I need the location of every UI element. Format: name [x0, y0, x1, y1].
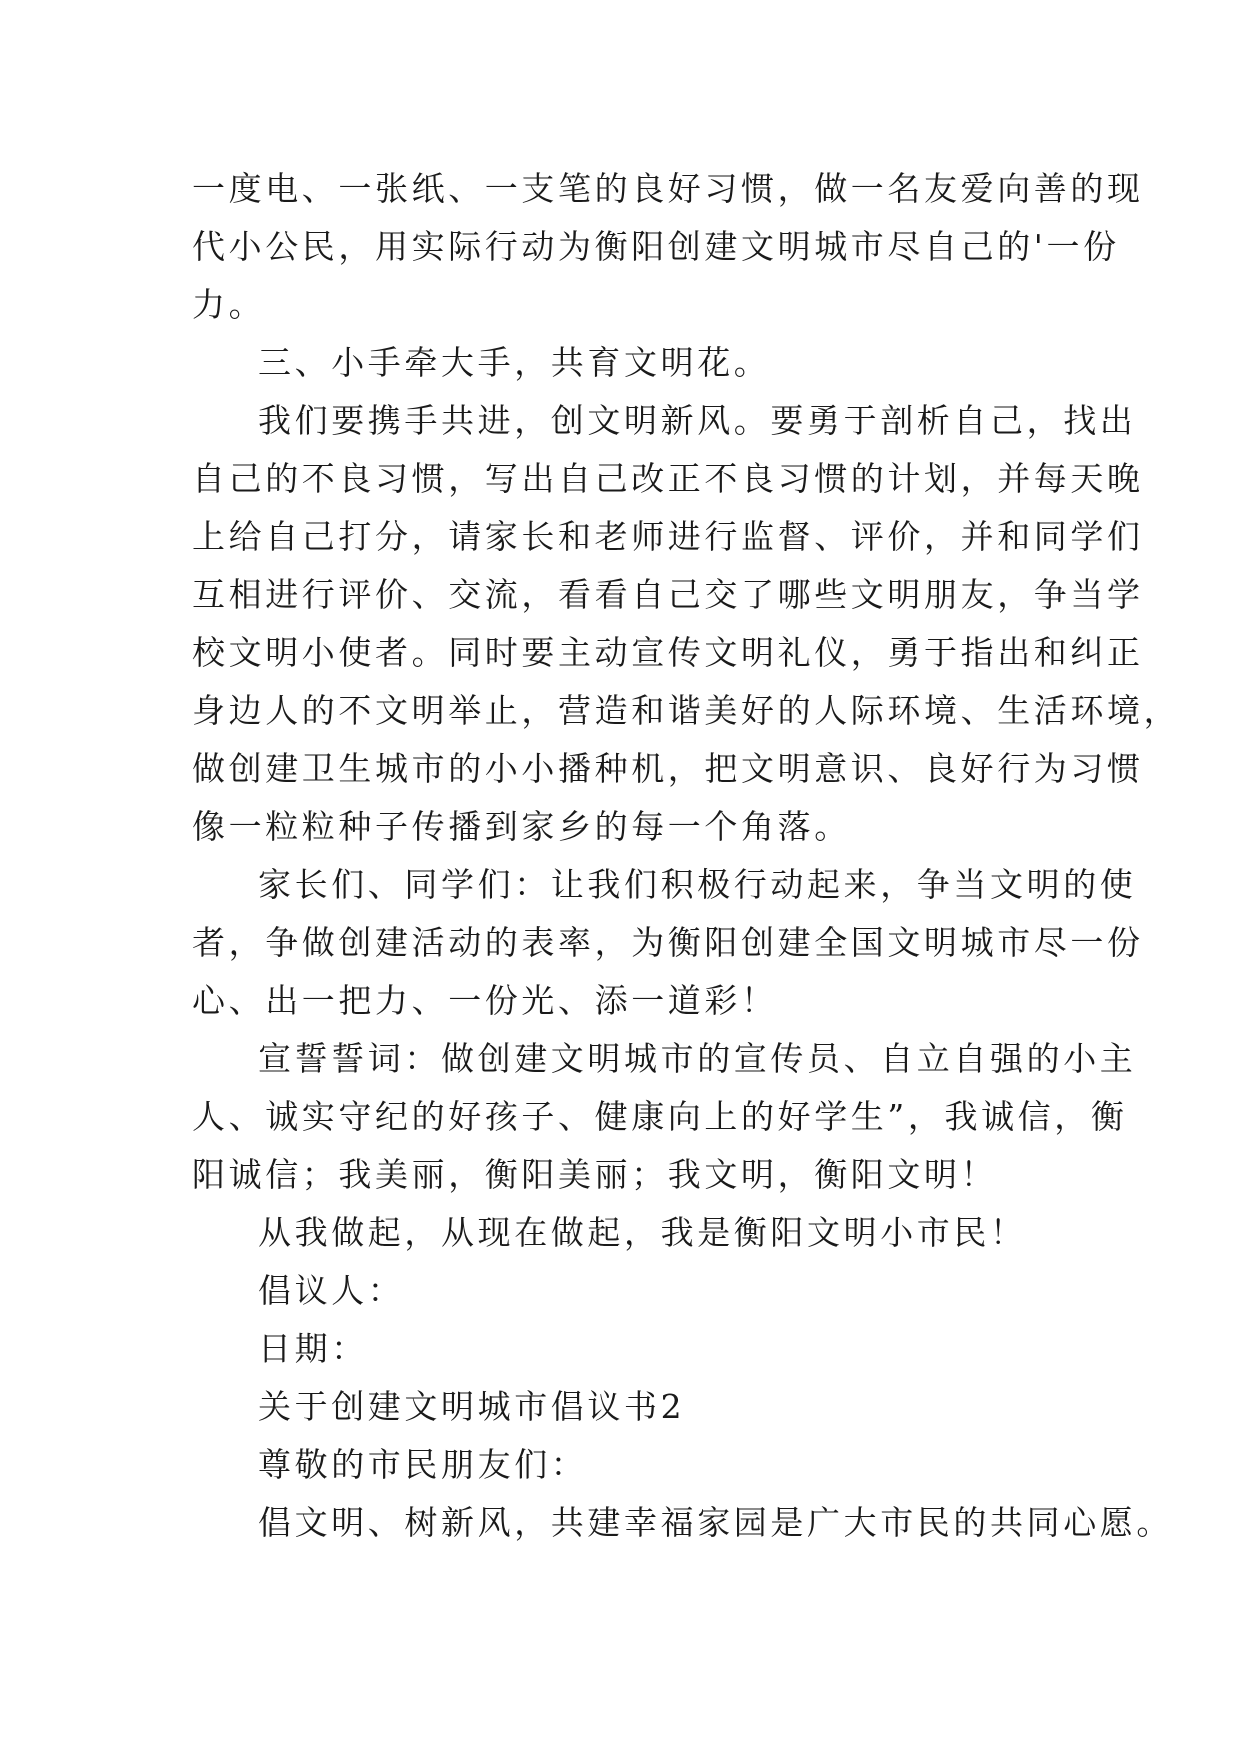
- text-line: 上给自己打分，请家长和老师进行监督、评价，并和同学们: [192, 517, 1144, 556]
- paragraph-p7: [192, 1262, 1052, 1320]
- text-line: 阳诚信；我美丽，衡阳美丽；我文明，衡阳文明！: [192, 1155, 998, 1194]
- paragraph-p3: [192, 392, 1181, 856]
- signatory-label: 倡议人：: [258, 1271, 405, 1310]
- date-label: 日期：: [258, 1329, 368, 1368]
- text-line: 身边人的不文明举止，营造和谐美好的人际环境、生活环境，: [192, 691, 1181, 730]
- text-line: 者，争做创建活动的表率，为衡阳创建全国文明城市尽一份: [192, 923, 1144, 962]
- text-line: 力。: [192, 285, 266, 324]
- paragraph-p11: [192, 1494, 1173, 1552]
- paragraph-p9: [192, 1378, 1052, 1436]
- text-line: 做创建卫生城市的小小播种机，把文明意识、良好行为习惯: [192, 749, 1144, 788]
- text-line: 从我做起，从现在做起，我是衡阳文明小市民！: [258, 1213, 1027, 1252]
- text-line: 互相进行评价、交流，看看自己交了哪些文明朋友，争当学: [192, 575, 1144, 614]
- text-line: 心、出一把力、一份光、添一道彩！: [192, 981, 778, 1020]
- paragraph-p6: [192, 1204, 1052, 1262]
- document-title: 关于创建文明城市倡议书2: [258, 1387, 686, 1426]
- salutation: 尊敬的市民朋友们：: [258, 1445, 588, 1484]
- text-line: 校文明小使者。同时要主动宣传文明礼仪，勇于指出和纠正: [192, 633, 1144, 672]
- paragraph-p4: [192, 856, 1144, 1030]
- paragraph-p10: [192, 1436, 1052, 1494]
- text-line: 代小公民，用实际行动为衡阳创建文明城市尽自己的'一份: [192, 227, 1120, 266]
- text-line: 家长们、同学们：让我们积极行动起来，争当文明的使: [258, 865, 1137, 904]
- text-line: 我们要携手共进，创文明新风。要勇于剖析自己，找出: [258, 401, 1137, 440]
- text-line: 宣誓誓词：做创建文明城市的宣传员、自立自强的小主: [258, 1039, 1137, 1078]
- text-line: 像一粒粒种子传播到家乡的每一个角落。: [192, 807, 851, 846]
- text-line: 倡文明、树新风，共建幸福家园是广大市民的共同心愿。: [258, 1503, 1173, 1542]
- paragraph-p8: [192, 1320, 1052, 1378]
- text-line: 人、诚实守纪的好孩子、健康向上的好学生”，我诚信，衡: [192, 1097, 1128, 1136]
- section-heading: 三、小手牵大手，共育文明花。: [258, 343, 771, 382]
- paragraph-p1: [192, 160, 1144, 334]
- text-line: 一度电、一张纸、一支笔的良好习惯，做一名友爱向善的现: [192, 169, 1144, 208]
- text-line: 自己的不良习惯，写出自己改正不良习惯的计划，并每天晚: [192, 459, 1144, 498]
- paragraph-p2: [192, 334, 1052, 392]
- paragraph-p5: [192, 1030, 1137, 1204]
- document-body: [192, 160, 1181, 1552]
